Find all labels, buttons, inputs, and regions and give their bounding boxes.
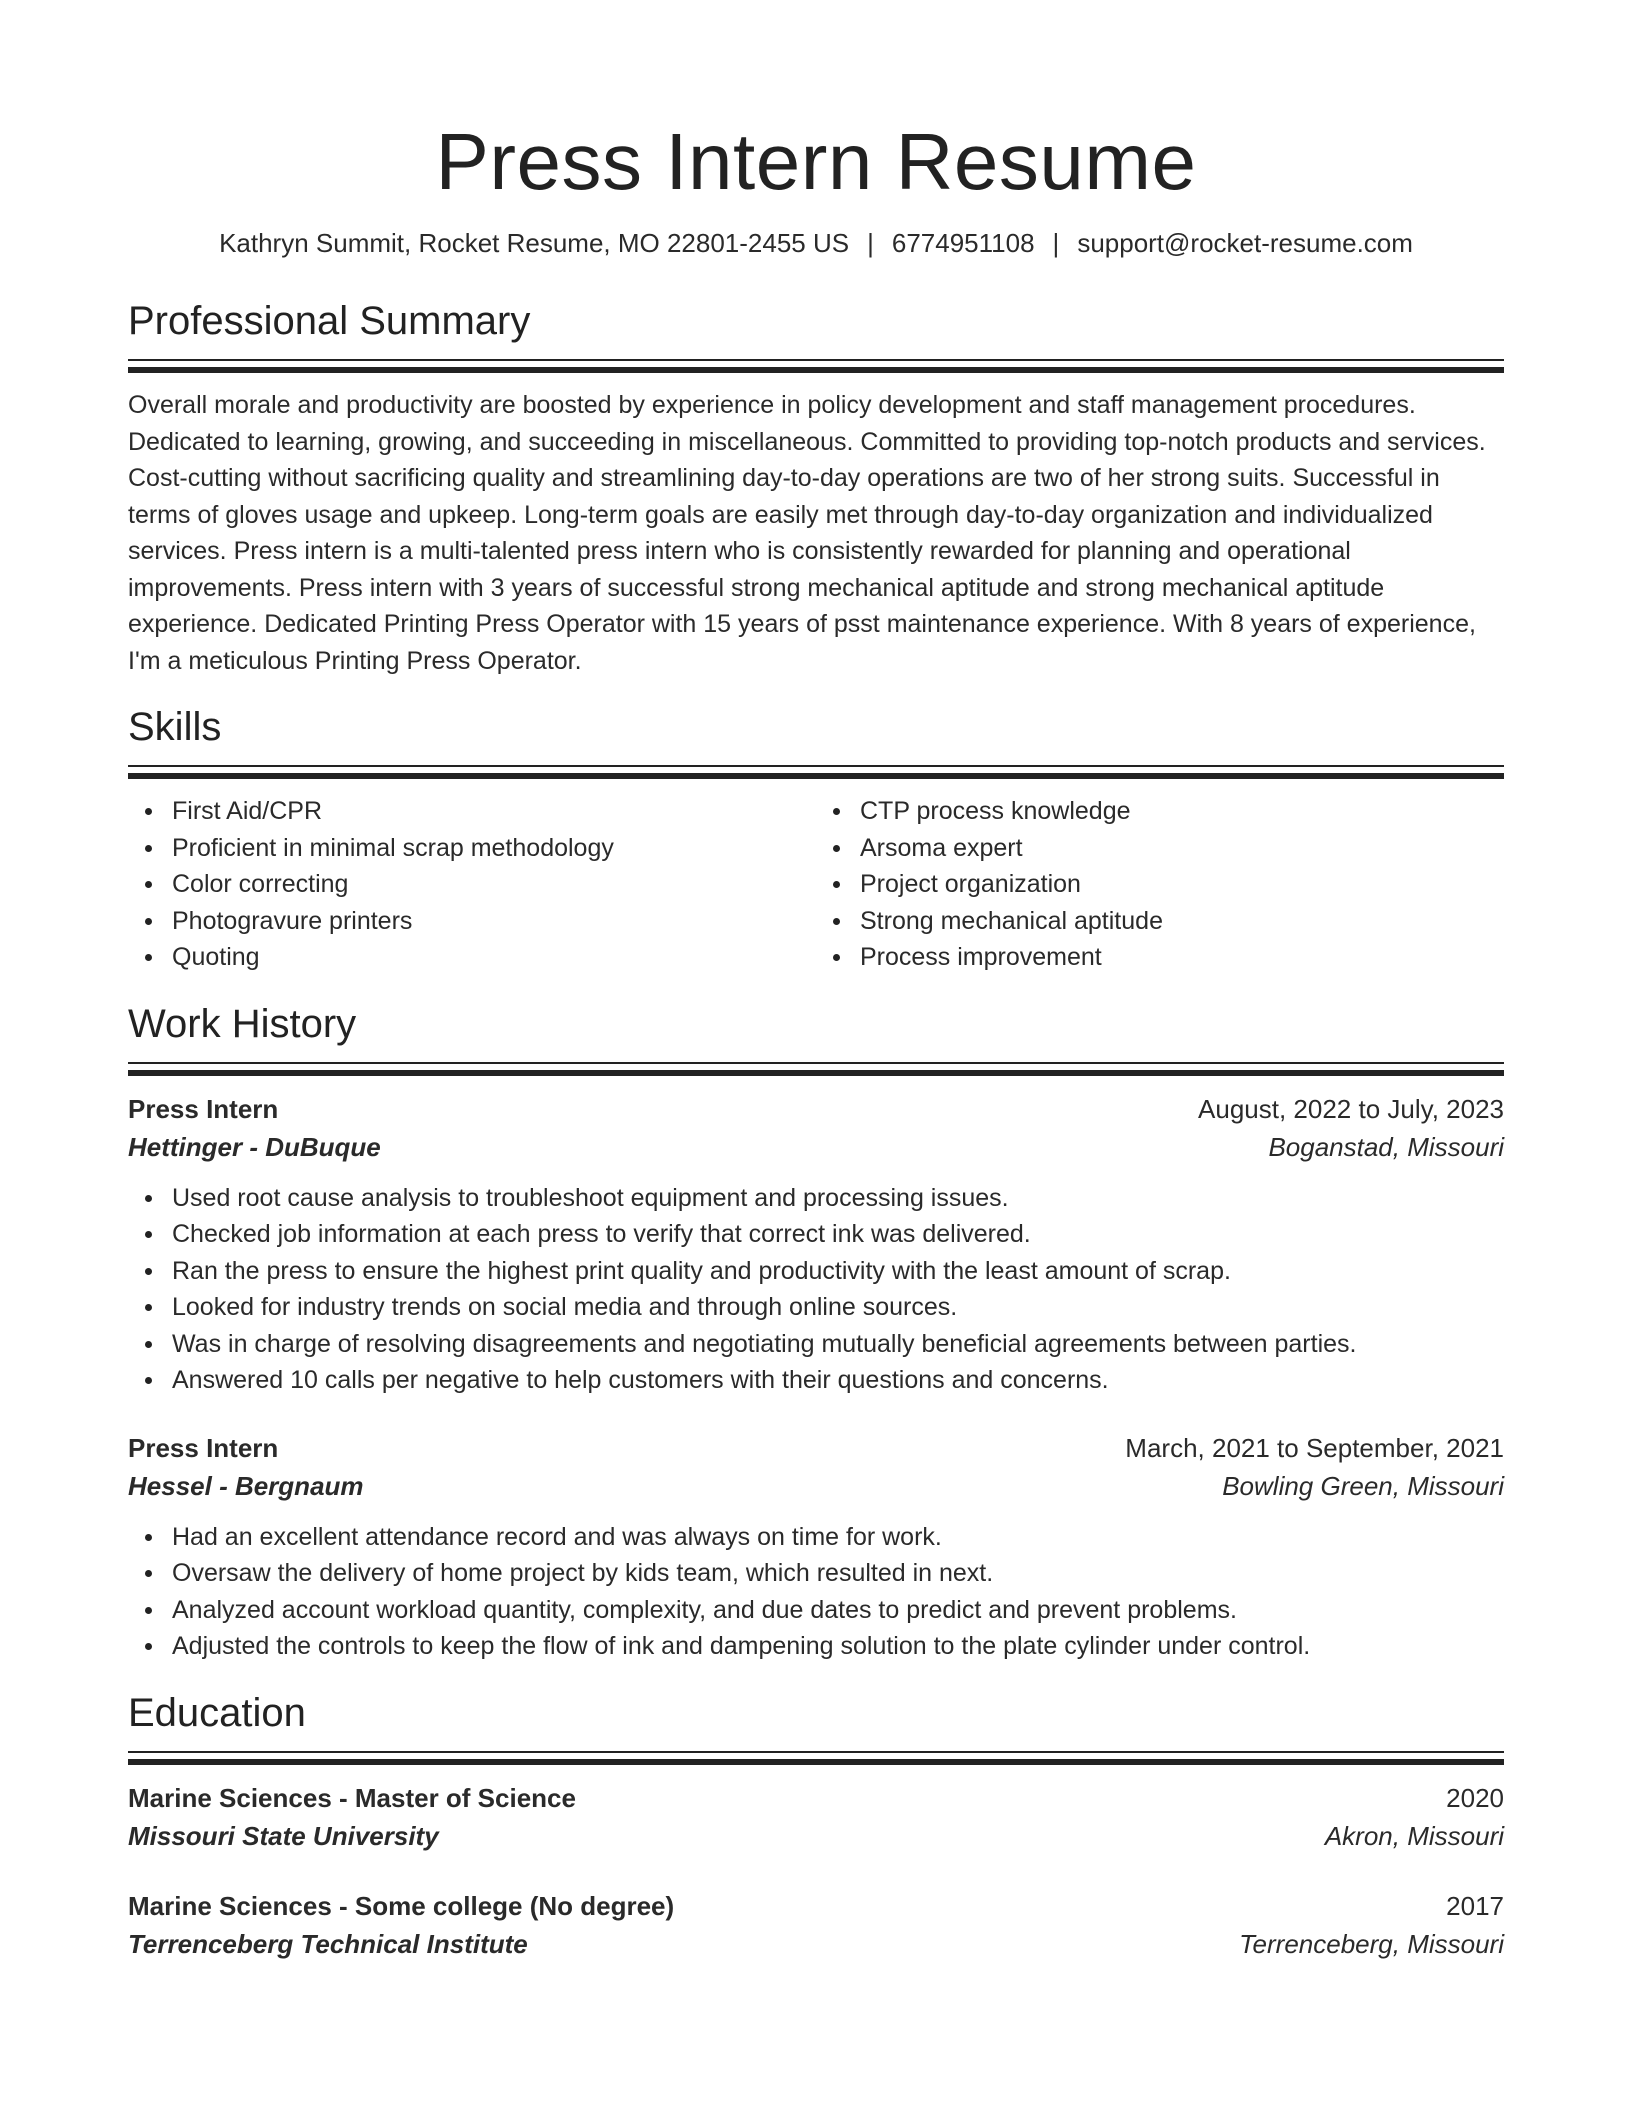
contact-line bbox=[128, 228, 1504, 259]
skills-column-right bbox=[816, 793, 1504, 976]
skill-item: Quoting bbox=[172, 939, 816, 976]
skill-item: Arsoma expert bbox=[860, 830, 1504, 867]
contact-separator: | bbox=[1052, 228, 1060, 258]
skills-list-right bbox=[816, 793, 1504, 976]
education-year: 2020 bbox=[1446, 1782, 1504, 1813]
job-bullets bbox=[128, 1519, 1504, 1665]
education-year: 2017 bbox=[1446, 1890, 1504, 1921]
job-bullet: Answered 10 calls per negative to help customers with their questions and concerns. bbox=[172, 1362, 1504, 1399]
job-bullet: Had an excellent attendance record and was always on time for work. bbox=[172, 1519, 1504, 1556]
job-bullet: Used root cause analysis to troubleshoot equipment and processing issues. bbox=[172, 1180, 1504, 1217]
job-location: Boganstad, Missouri bbox=[1268, 1131, 1504, 1162]
education-school-row bbox=[128, 1925, 1504, 1963]
job-dates: March, 2021 to September, 2021 bbox=[1125, 1432, 1504, 1463]
job-title: Press Intern bbox=[128, 1432, 279, 1463]
skill-item: Process improvement bbox=[860, 939, 1504, 976]
job-company: Hessel - Bergnaum bbox=[128, 1470, 364, 1501]
section-heading-summary: Professional Summary bbox=[128, 299, 531, 343]
contact-email: support@rocket-resume.com bbox=[1077, 228, 1413, 258]
job-title-row bbox=[128, 1090, 1504, 1128]
skills-list-left bbox=[128, 793, 816, 976]
contact-phone: 6774951108 bbox=[891, 228, 1035, 258]
job-bullet: Checked job information at each press to verify that correct ink was delivered. bbox=[172, 1216, 1504, 1253]
job-dates: August, 2022 to July, 2023 bbox=[1198, 1093, 1504, 1124]
education-location: Terrenceberg, Missouri bbox=[1239, 1928, 1504, 1959]
skill-item: Color correcting bbox=[172, 866, 816, 903]
work-history-section bbox=[128, 1000, 1504, 1665]
education-degree: Marine Sciences - Master of Science bbox=[128, 1782, 576, 1813]
section-heading-work: Work History bbox=[128, 1001, 357, 1046]
job-entry bbox=[128, 1429, 1504, 1665]
job-location: Bowling Green, Missouri bbox=[1222, 1470, 1504, 1501]
education-school-row bbox=[128, 1817, 1504, 1855]
education-entry bbox=[128, 1779, 1504, 1855]
section-divider bbox=[128, 1062, 1504, 1076]
skill-item: Project organization bbox=[860, 866, 1504, 903]
education-school: Terrenceberg Technical Institute bbox=[128, 1928, 528, 1959]
summary-text: Overall morale and productivity are boosted by experience in policy development and staff management procedures. Dedicated to learning, growing, and succeeding in miscellaneous. Committed to providing top-notch products and services. Cost-cutting without sacrificing quality and streamlining day-to-day operations are two of her strong suits. Successful in terms of gloves usage and upkeep. Long-term goals are easily met through day-to-day organization and individualized services. Press intern is a multi-talented press intern who is consistently rewarded for planning and operational improvements. Press intern with 3 years of successful strong mechanical aptitude and strong mechanical aptitude experience. Dedicated Printing Press Operator with 15 years of psst maintenance experience. With 8 years of experience, I'm a meticulous Printing Press Operator. bbox=[128, 391, 1486, 675]
job-bullet: Analyzed account workload quantity, complexity, and due dates to predict and prevent problems. bbox=[172, 1592, 1504, 1629]
summary-section bbox=[128, 297, 1504, 679]
skills-grid bbox=[128, 793, 1504, 976]
job-bullet: Ran the press to ensure the highest print quality and productivity with the least amount of scrap. bbox=[172, 1253, 1504, 1290]
job-company: Hettinger - DuBuque bbox=[128, 1131, 381, 1162]
job-bullet: Oversaw the delivery of home project by kids team, which resulted in next. bbox=[172, 1555, 1504, 1592]
job-title: Press Intern bbox=[128, 1093, 279, 1124]
section-heading-education: Education bbox=[128, 1690, 306, 1735]
job-bullet: Adjusted the controls to keep the flow of ink and dampening solution to the plate cylinder under control. bbox=[172, 1628, 1504, 1665]
education-entry bbox=[128, 1887, 1504, 1963]
education-section bbox=[128, 1689, 1504, 1963]
job-company-row bbox=[128, 1128, 1504, 1166]
section-divider bbox=[128, 765, 1504, 779]
skill-item: Photogravure printers bbox=[172, 903, 816, 940]
job-company-row bbox=[128, 1467, 1504, 1505]
section-divider bbox=[128, 1751, 1504, 1765]
education-degree-row bbox=[128, 1779, 1504, 1817]
skill-item: First Aid/CPR bbox=[172, 793, 816, 830]
job-bullet: Looked for industry trends on social media and through online sources. bbox=[172, 1289, 1504, 1326]
job-bullet: Was in charge of resolving disagreements and negotiating mutually beneficial agreements between parties. bbox=[172, 1326, 1504, 1363]
education-location: Akron, Missouri bbox=[1324, 1820, 1504, 1851]
job-bullets bbox=[128, 1180, 1504, 1399]
skill-item: Strong mechanical aptitude bbox=[860, 903, 1504, 940]
section-divider bbox=[128, 359, 1504, 373]
job-entry bbox=[128, 1090, 1504, 1399]
skills-column-left bbox=[128, 793, 816, 976]
skill-item: CTP process knowledge bbox=[860, 793, 1504, 830]
section-heading-skills: Skills bbox=[128, 705, 222, 749]
education-school: Missouri State University bbox=[128, 1820, 439, 1851]
education-degree-row bbox=[128, 1887, 1504, 1925]
resume-title: Press Intern Resume bbox=[435, 117, 1197, 206]
skills-section bbox=[128, 703, 1504, 976]
contact-address: Kathryn Summit, Rocket Resume, MO 22801-2455 US bbox=[219, 228, 850, 258]
contact-separator: | bbox=[867, 228, 874, 258]
job-title-row bbox=[128, 1429, 1504, 1467]
skill-item: Proficient in minimal scrap methodology bbox=[172, 830, 816, 867]
education-degree: Marine Sciences - Some college (No degree) bbox=[128, 1890, 675, 1921]
